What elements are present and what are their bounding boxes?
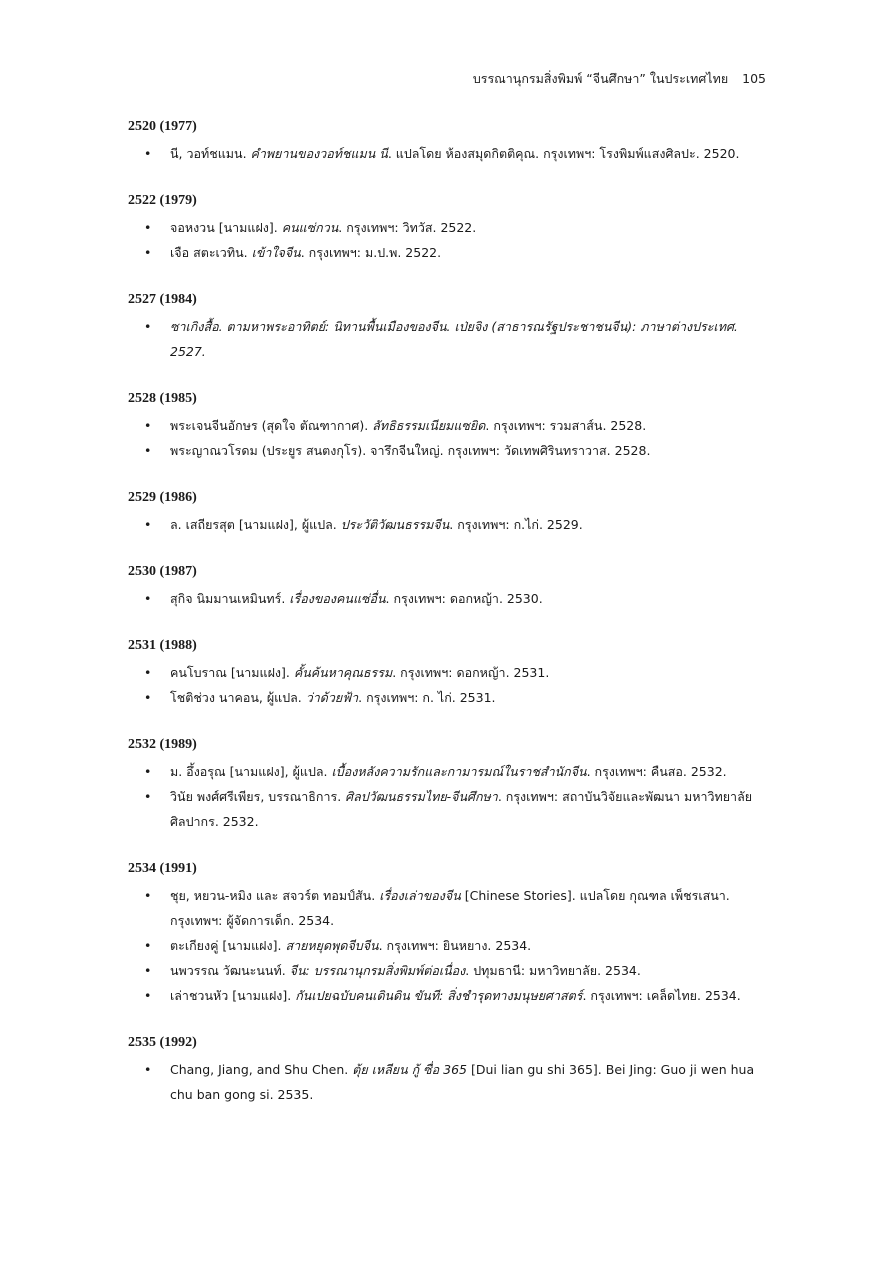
entry-title: ศิลปวัฒนธรรมไทย-จีนศึกษา: [345, 789, 498, 804]
entry-post: [Dui lian gu shi 365]. Bei Jing: Guo ji wen hua chu ban gong si. 2535.: [170, 1062, 755, 1102]
entry-pre: Chang, Jiang, and Shu Chen.: [170, 1062, 353, 1077]
bibliography-entry: [128, 438, 768, 463]
bullet-icon: •: [144, 1062, 152, 1077]
entry-post: . กรุงเทพฯ: วัดเทพศิรินทราวาส. 2528.: [439, 443, 651, 458]
entry-title: เรื่องของคนแซ่อื่น: [289, 591, 386, 606]
year-section: [128, 1033, 768, 1107]
entry-pre: เล่าชวนหัว [นามแฝง].: [170, 988, 296, 1003]
year-section: [128, 636, 768, 710]
entry-post: . กรุงเทพฯ: ก.ไก่. 2529.: [449, 517, 583, 532]
year-be: 2531: [128, 638, 156, 653]
entry-title: คนแซ่กวน: [281, 220, 339, 235]
entry-pre: วินัย พงศ์ศรีเพียร, บรรณาธิการ.: [170, 789, 346, 804]
year-be: 2529: [128, 490, 156, 505]
entry-pre: จอหงวน [นามแฝง].: [170, 220, 282, 235]
year-section: [128, 488, 768, 537]
bullet-icon: •: [144, 418, 152, 433]
entry-title: ลัทธิธรรมเนียมแซยิด: [372, 418, 486, 433]
entry-post: . กรุงเทพฯ: ยินหยาง. 2534.: [378, 938, 532, 953]
bibliography-entry: [128, 660, 768, 685]
entry-pre: เจือ สตะเวทิน.: [170, 245, 252, 260]
bullet-icon: •: [144, 665, 152, 680]
year-section: [128, 735, 768, 834]
year-heading: [128, 290, 768, 310]
entry-pre: โชติช่วง นาคอน, ผู้แปล.: [170, 690, 306, 705]
bullet-icon: •: [144, 517, 152, 532]
entry-title: คำพยานของวอท์ชแมน นี: [250, 146, 388, 161]
entry-title: เรื่องเล่าของจีน: [379, 888, 461, 903]
bibliography-entry: [128, 784, 768, 834]
year-section: [128, 290, 768, 364]
entry-title: เข้าใจจีน: [251, 245, 301, 260]
bibliography-entry: [128, 512, 768, 537]
bibliography-entry: [128, 685, 768, 710]
year-heading: [128, 191, 768, 211]
year-be: 2528: [128, 391, 156, 406]
bibliography-entry: [128, 413, 768, 438]
bibliography-list: [128, 117, 768, 1132]
bullet-icon: •: [144, 146, 152, 161]
entry-title: ตุ้ย เหลียน กู้ ซื่อ 365: [352, 1062, 467, 1077]
year-be: 2530: [128, 564, 156, 579]
bibliography-entry: [128, 983, 768, 1008]
entry-pre: ตะเกียงคู่ [นามแฝง].: [170, 938, 286, 953]
year-ce: (1977): [159, 119, 197, 134]
entry-post: . กรุงเทพฯ: สถาบันวิจัยและพัฒนา มหาวิทยาลัยศิลปากร. 2532.: [170, 789, 753, 829]
entry-title: สายหยุดพุดจีบจีน: [285, 938, 379, 953]
bullet-icon: •: [144, 938, 152, 953]
bibliography-entry: [128, 933, 768, 958]
year-ce: (1989): [159, 737, 197, 752]
bibliography-entry: [128, 759, 768, 784]
entry-title: ว่าด้วยฟ้า: [305, 690, 359, 705]
entry-pre: ล. เสถียรสุต [นามแฝง], ผู้แปล.: [170, 517, 341, 532]
bibliography-entry: [128, 883, 768, 933]
entry-post: . กรุงเทพฯ: ดอกหญ้า. 2531.: [392, 665, 550, 680]
entry-pre: นี, วอท์ชแมน.: [170, 146, 251, 161]
bullet-icon: •: [144, 220, 152, 235]
bullet-icon: •: [144, 319, 152, 334]
year-heading: [128, 562, 768, 582]
year-section: [128, 117, 768, 166]
year-be: 2522: [128, 193, 156, 208]
year-heading: [128, 389, 768, 409]
year-ce: (1992): [159, 1035, 197, 1050]
entry-post: . กรุงเทพฯ: คืนสอ. 2532.: [586, 764, 727, 779]
bibliography-entry: [128, 1057, 768, 1107]
year-heading: [128, 1033, 768, 1053]
bullet-icon: •: [144, 690, 152, 705]
entry-title: คั้นค้นหาคุณธรรม: [293, 665, 393, 680]
bullet-icon: •: [144, 764, 152, 779]
year-heading: [128, 636, 768, 656]
entry-title: ซาเกิงสื้อ. ตามหาพระอาทิตย์: นิทานพื้นเมืองของจีน. เป่ยจิง (สาธารณรัฐประชาชนจีน): ภาษาต่างประเทศ. 2527.: [170, 319, 738, 359]
running-header: [473, 69, 766, 89]
year-section: [128, 389, 768, 463]
entry-post: . แปลโดย ห้องสมุดกิตติคุณ. กรุงเทพฯ: โรงพิมพ์แสงศิลปะ. 2520.: [387, 146, 740, 161]
year-ce: (1988): [159, 638, 197, 653]
entry-pre: พระเจนจีนอักษร (สุดใจ ตัณฑากาศ).: [170, 418, 373, 433]
year-be: 2534: [128, 861, 156, 876]
year-ce: (1986): [159, 490, 197, 505]
bibliography-entry: [128, 314, 768, 364]
entry-post: . ปทุมธานี: มหาวิทยาลัย. 2534.: [465, 963, 641, 978]
entry-title: ประวัติวัฒนธรรมจีน: [340, 517, 450, 532]
bibliography-entry: [128, 215, 768, 240]
year-section: [128, 191, 768, 265]
year-ce: (1979): [159, 193, 197, 208]
bullet-icon: •: [144, 789, 152, 804]
bibliography-entry: [128, 586, 768, 611]
year-heading: [128, 117, 768, 137]
entry-title: เบื้องหลังความรักและกามารมณ์ในราชสำนักจีน: [331, 764, 587, 779]
year-ce: (1985): [159, 391, 197, 406]
entry-post: . กรุงเทพฯ: ดอกหญ้า. 2530.: [385, 591, 543, 606]
year-be: 2527: [128, 292, 156, 307]
year-heading: [128, 859, 768, 879]
bullet-icon: •: [144, 591, 152, 606]
entry-pre: สุกิจ นิมมานเหมินทร์.: [170, 591, 290, 606]
bibliography-entry: [128, 240, 768, 265]
entry-title: กันเปยฉบับคนเดินดิน ขันที: สิ่งชำรุดทางมนุษยศาสตร์: [295, 988, 583, 1003]
entry-post: . กรุงเทพฯ: รวมสาส์น. 2528.: [485, 418, 647, 433]
entry-post: [Chinese Stories]. แปลโดย กุณฑล เพ็ชรเสนา. กรุงเทพฯ: ผู้จัดการเด็ก. 2534.: [170, 888, 730, 928]
year-section: [128, 859, 768, 1008]
bullet-icon: •: [144, 443, 152, 458]
bibliography-entry: [128, 958, 768, 983]
page-number: 105: [742, 71, 766, 86]
entry-post: . กรุงเทพฯ: ก. ไก่. 2531.: [358, 690, 496, 705]
year-be: 2520: [128, 119, 156, 134]
entry-post: . กรุงเทพฯ: เคล็ดไทย. 2534.: [582, 988, 741, 1003]
entry-post: . กรุงเทพฯ: ม.ป.พ. 2522.: [300, 245, 442, 260]
bullet-icon: •: [144, 888, 152, 903]
bullet-icon: •: [144, 963, 152, 978]
year-heading: [128, 735, 768, 755]
year-heading: [128, 488, 768, 508]
year-ce: (1987): [159, 564, 197, 579]
running-title: บรรณานุกรมสิ่งพิมพ์ “จีนศึกษา” ในประเทศไทย: [472, 71, 729, 86]
year-ce: (1984): [159, 292, 197, 307]
bibliography-entry: [128, 141, 768, 166]
year-be: 2532: [128, 737, 156, 752]
entry-pre: คนโบราณ [นามแฝง].: [170, 665, 294, 680]
entry-pre: พระญาณวโรดม (ประยูร สนตงกุโร). จารึกจีนใหญ่: [170, 443, 440, 458]
entry-pre: ม. อึ้งอรุณ [นามแฝง], ผู้แปล.: [170, 764, 332, 779]
year-ce: (1991): [159, 861, 197, 876]
bullet-icon: •: [144, 245, 152, 260]
entry-pre: ชุย, หยวน-หมิง และ สจวร์ต ทอมป์สัน.: [170, 888, 380, 903]
year-be: 2535: [128, 1035, 156, 1050]
year-section: [128, 562, 768, 611]
entry-pre: นพวรรณ วัฒนะนนท์.: [170, 963, 290, 978]
entry-post: . กรุงเทพฯ: วิทวัส. 2522.: [338, 220, 477, 235]
bullet-icon: •: [144, 988, 152, 1003]
entry-title: จีน: บรรณานุกรมสิ่งพิมพ์ต่อเนื่อง: [289, 963, 466, 978]
